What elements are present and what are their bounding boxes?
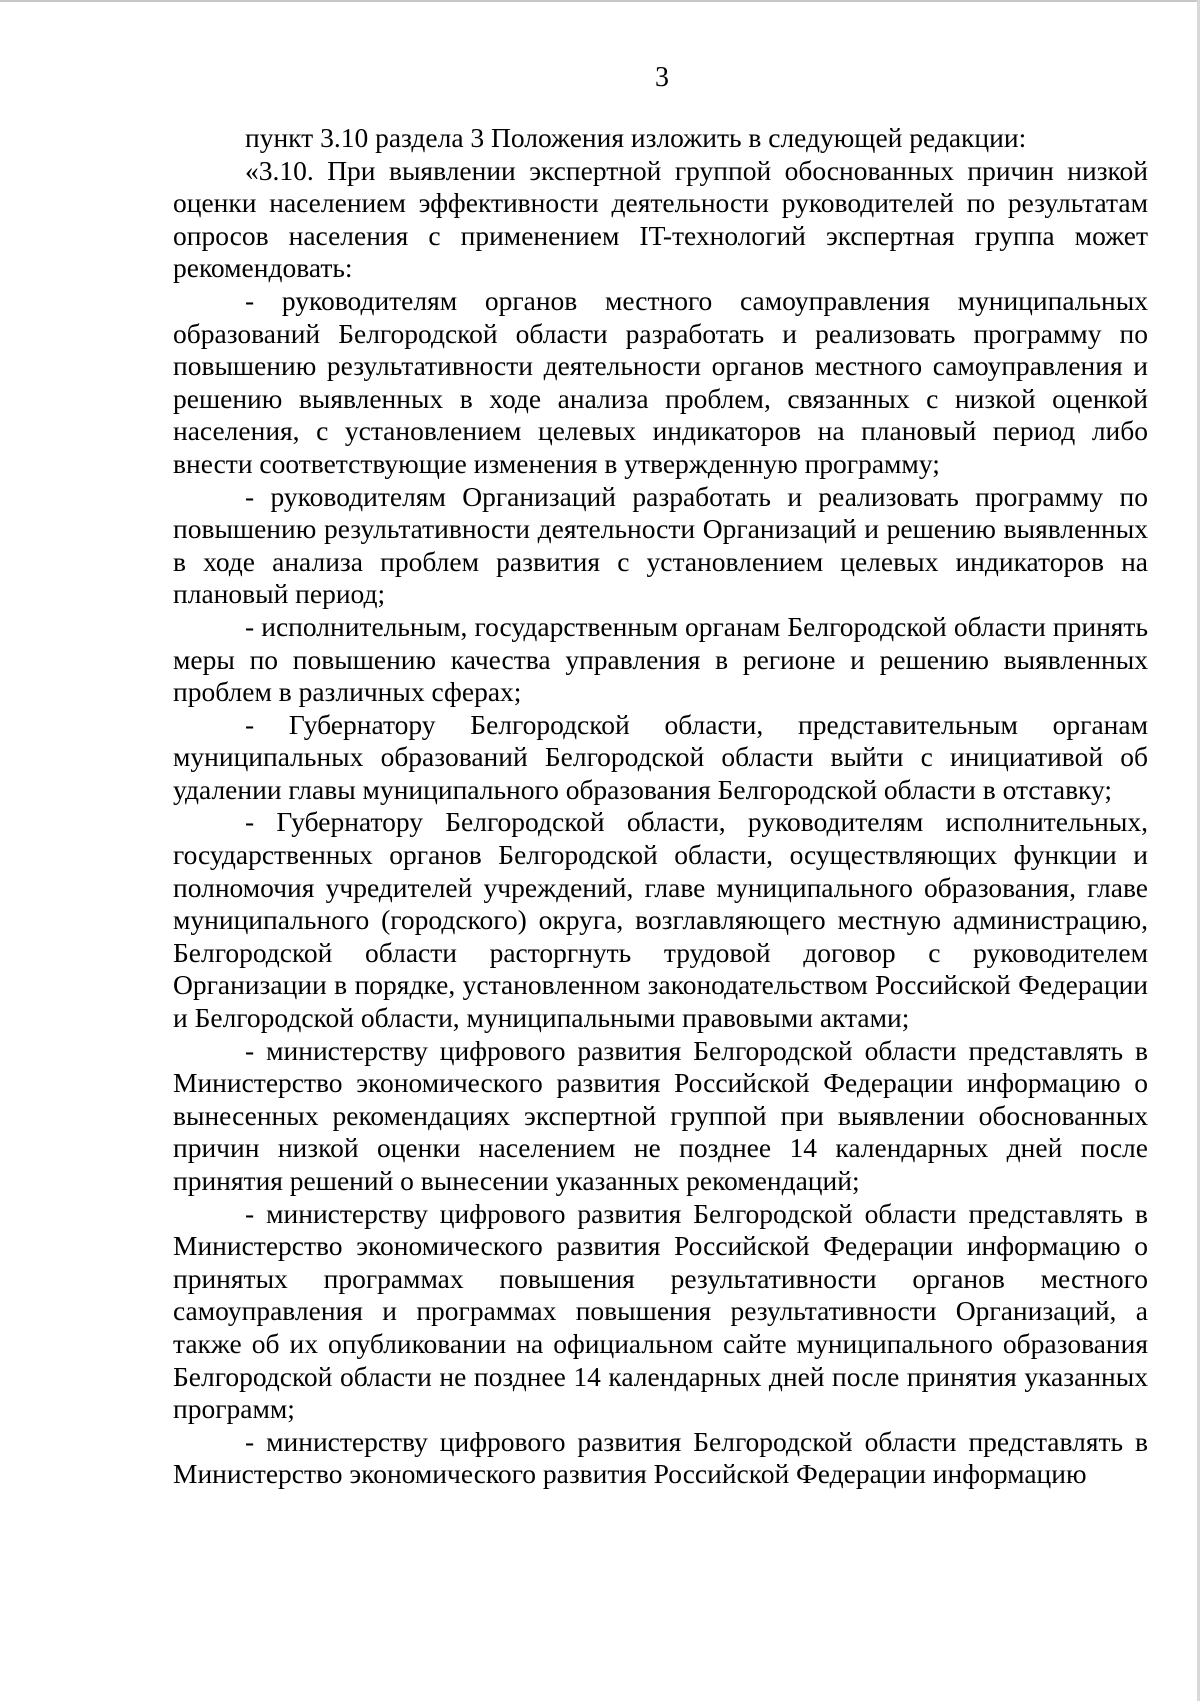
paragraph-item-governor-contract: - Губернатору Белгородской области, руководителям исполнительных, государственных органов Белгородской области, осуществляющих функции и полномочия учредителей учреждений, главе муниципального образования, главе муниципального (городского) округа, возглавляющего местную администрацию, Белгородской области расторгнуть трудовой договор с руководителем Организации в порядке, установленном законодательством Российской Федерации и Белгородской области, муниципальными правовыми актами; xyxy=(173,806,1148,1034)
paragraph-item-ministry-recommendations: - министерству цифрового развития Белгородской области представлять в Министерство экономического развития Российской Федерации информацию о вынесенных рекомендациях экспертной группой при выявлении обоснованных причин низкой оценки населением не позднее 14 календарных дней после принятия решений о вынесении указанных рекомендаций; xyxy=(173,1034,1148,1196)
paragraph-item-executive-bodies: - исполнительным, государственным органам Белгородской области принять меры по повышению качества управления в регионе и решению выявленных проблем в различных сферах; xyxy=(173,610,1148,708)
paragraph-item-ministry-programs: - министерству цифрового развития Белгородской области представлять в Министерство экономического развития Российской Федерации информацию о принятых программах повышения результативности органов местного самоуправления и программах повышения результативности Организаций, а также об их опубликовании на официальном сайте муниципального образования Белгородской области не позднее 14 календарных дней после принятия указанных программ; xyxy=(173,1197,1148,1425)
paragraph-item-organization-heads: - руководителям Организаций разработать и реализовать программу по повышению результативности деятельности Организаций и решению выявленных в ходе анализа проблем развития с установлением целевых индикаторов на плановый период; xyxy=(173,480,1148,610)
paragraph-item-governor-initiative: - Губернатору Белгородской области, представительным органам муниципальных образований Белгородской области выйти с инициативой об удалении главы муниципального образования Белгородской области в отставку; xyxy=(173,708,1148,805)
paragraph-clause-3-10: «3.10. При выявлении экспертной группой обоснованных причин низкой оценки населением эффективности деятельности руководителей по результатам опросов населения с применением IT-технологий экспертная группа может рекомендовать: xyxy=(173,154,1148,284)
page-number: 3 xyxy=(655,62,669,93)
paragraph-item-municipal-heads: - руководителям органов местного самоуправления муниципальных образований Белгородской области разработать и реализовать программу по повышению результативности деятельности органов местного самоуправления и решению выявленных в ходе анализа проблем, связанных с низкой оценкой населения, с установлением целевых индикаторов на плановый период либо внести соответствующие изменения в утвержденную программу; xyxy=(173,284,1148,479)
scan-edge-top xyxy=(0,0,1200,2)
document-body xyxy=(173,122,1148,1491)
paragraph-item-ministry-information: - министерству цифрового развития Белгородской области представлять в Министерство экономического развития Российской Федерации информацию xyxy=(173,1425,1148,1490)
paragraph-intro: пункт 3.10 раздела 3 Положения изложить в следующей редакции: xyxy=(245,122,1027,153)
